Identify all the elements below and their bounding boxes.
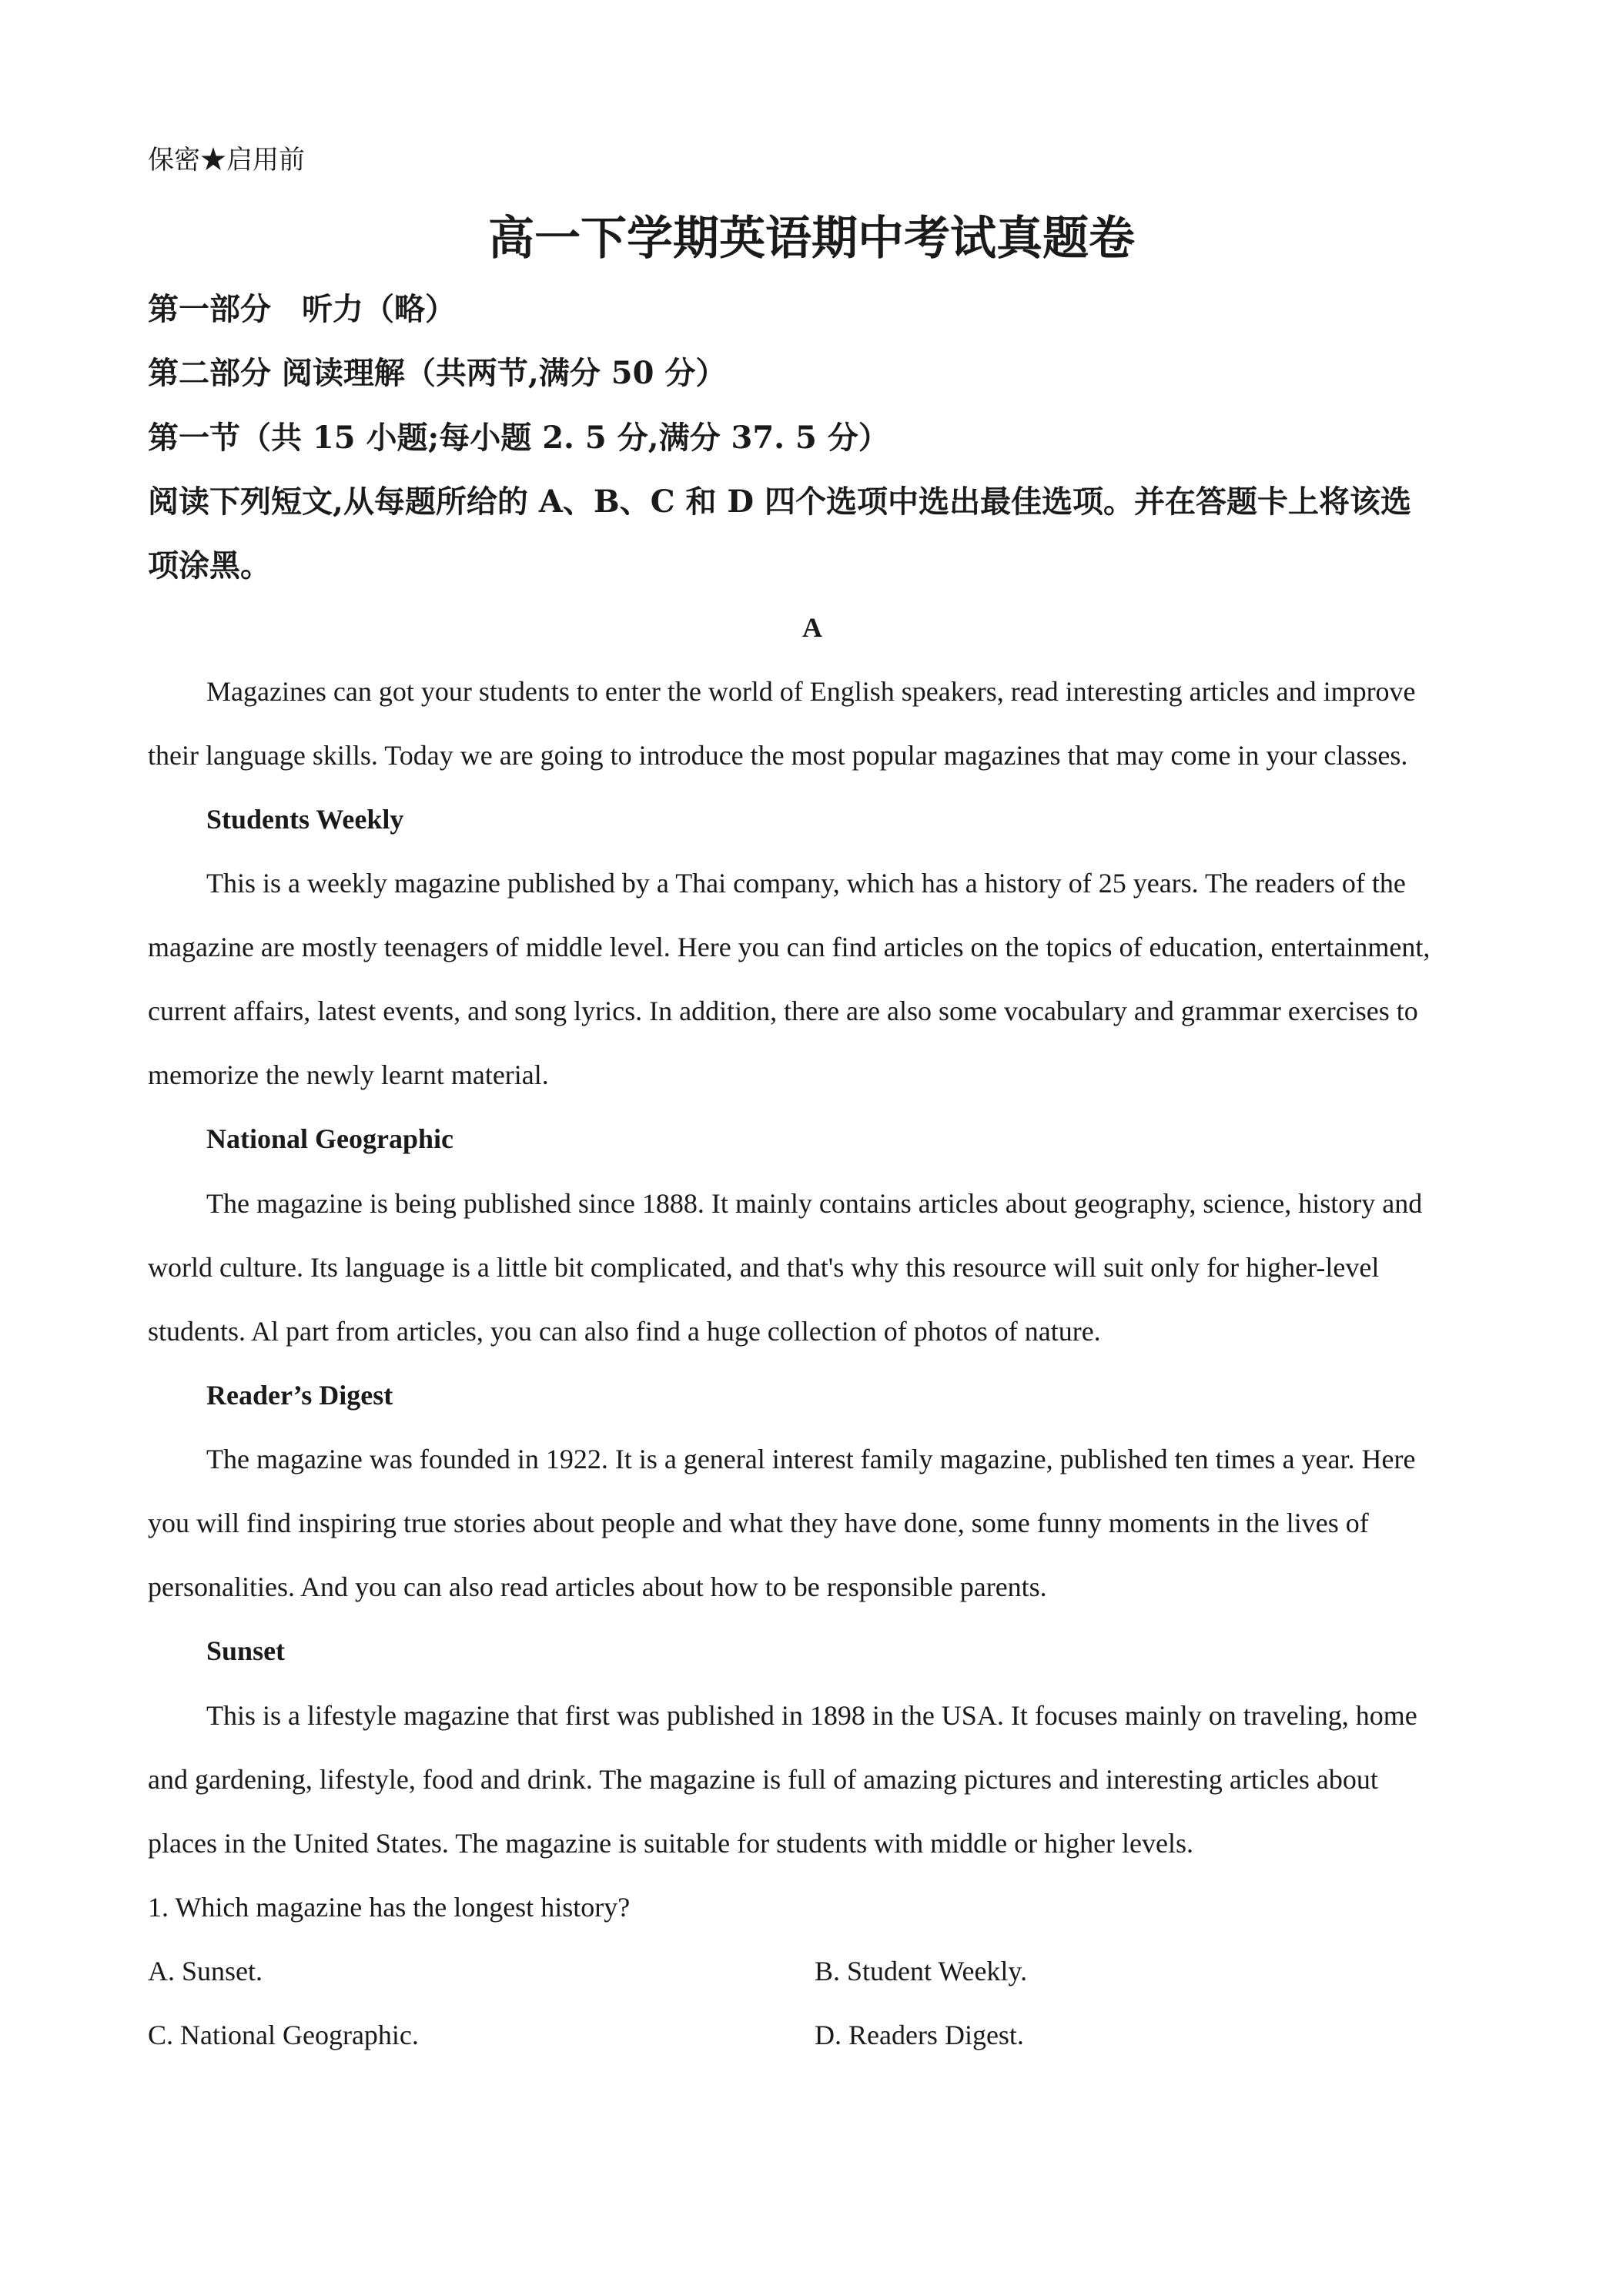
magazine-heading-national-geographic: National Geographic	[206, 1123, 453, 1154]
magazine-heading-students-weekly: Students Weekly	[206, 804, 404, 835]
intro-line: Magazines can got your students to enter the world of English speakers, read interesting articles and improve	[206, 676, 1416, 707]
part1-heading: 第一部分 听力（略）	[148, 291, 456, 327]
paragraph-line: memorize the newly learnt material.	[148, 1059, 549, 1090]
paragraph-line: you will find inspiring true stories about people and what they have done, some funny moments in the lives of	[148, 1508, 1369, 1538]
paragraph-line: students. Al part from articles, you can also find a huge collection of photos of nature.	[148, 1316, 1101, 1347]
paragraph-line: current affairs, latest events, and song lyrics. In addition, there are also some vocabulary and grammar exercises to	[148, 996, 1418, 1026]
paragraph-line: The magazine is being published since 1888. It mainly contains articles about geography, science, history and	[206, 1188, 1423, 1219]
paragraph-line: world culture. Its language is a little bit complicated, and that's why this resource will suit only for higher-level	[148, 1252, 1380, 1283]
paragraph-line: personalities. And you can also read articles about how to be responsible parents.	[148, 1571, 1047, 1602]
confidential-label: 保密★启用前	[148, 145, 305, 176]
section1-heading: 第一节（共 15 小题;每小题 2. 5 分,满分 37. 5 分）	[148, 420, 889, 456]
page-title: 高一下学期英语期中考试真题卷	[488, 212, 1135, 266]
paragraph-line: and gardening, lifestyle, food and drink. The magazine is full of amazing pictures and interesting articles about	[148, 1764, 1378, 1795]
question-1-option-d: D. Readers Digest.	[815, 2020, 1024, 2050]
paragraph-line: magazine are mostly teenagers of middle level. Here you can find articles on the topics of education, entertainment,	[148, 932, 1431, 962]
intro-line: their language skills. Today we are going to introduce the most popular magazines that may come in your classes.	[148, 740, 1408, 771]
paragraph-line: This is a weekly magazine published by a Thai company, which has a history of 25 years. The readers of the	[206, 868, 1406, 899]
question-1-option-b: B. Student Weekly.	[815, 1956, 1028, 1986]
question-1-option-a: A. Sunset.	[148, 1956, 263, 1986]
instruction-line-1: 阅读下列短文,从每题所给的 A、B、C 和 D 四个选项中选出最佳选项。并在答题卡上将该选	[148, 484, 1411, 520]
instruction-line-2: 项涂黑。	[148, 547, 271, 584]
question-1-option-c: C. National Geographic.	[148, 2020, 419, 2050]
question-1-stem: 1. Which magazine has the longest history?	[148, 1892, 631, 1923]
magazine-heading-readers-digest: Reader’s Digest	[206, 1380, 393, 1411]
magazine-heading-sunset: Sunset	[206, 1635, 286, 1666]
paragraph-line: The magazine was founded in 1922. It is a general interest family magazine, published ten times a year. Here	[206, 1444, 1416, 1474]
paragraph-line: places in the United States. The magazine is suitable for students with middle or higher levels.	[148, 1828, 1194, 1859]
paragraph-line: This is a lifestyle magazine that first was published in 1898 in the USA. It focuses mainly on traveling, home	[206, 1700, 1417, 1731]
passage-label: A	[802, 612, 822, 643]
part2-heading: 第二部分 阅读理解（共两节,满分 50 分）	[148, 355, 727, 391]
